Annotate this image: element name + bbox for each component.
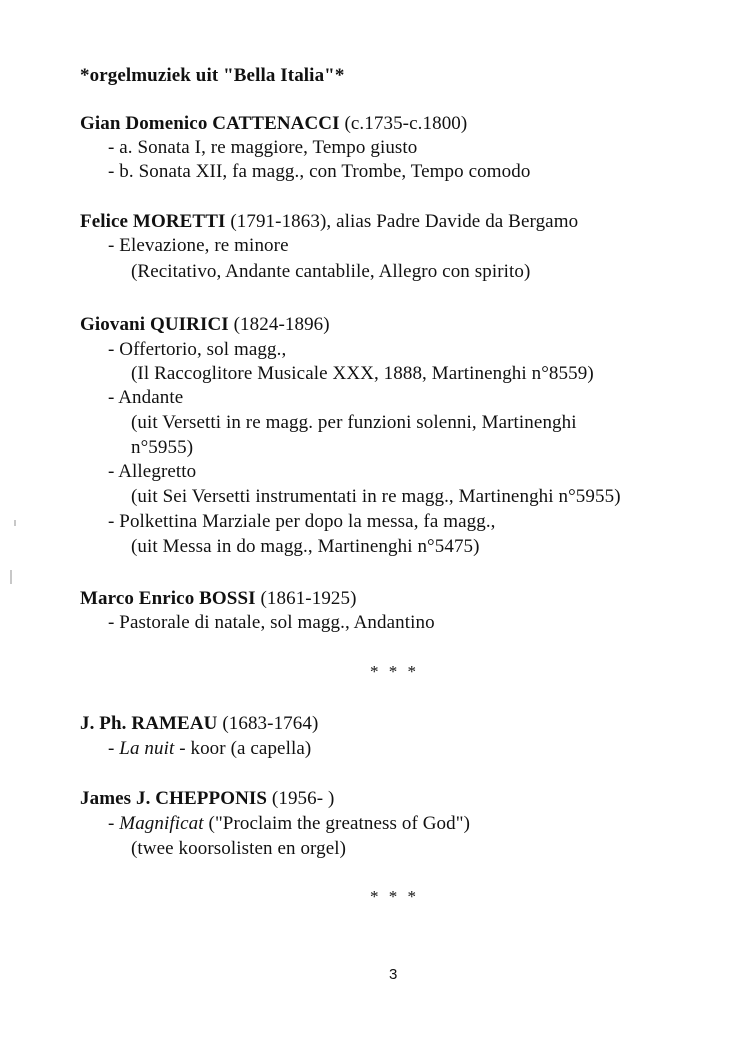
composer-heading xyxy=(80,313,330,337)
work-note: (Recitativo, Andante cantablile, Allegro con spirito) xyxy=(131,261,531,282)
page-number: 3 xyxy=(389,966,398,983)
work-dash: - xyxy=(108,738,120,759)
composer-name: Felice MORETTI xyxy=(80,211,226,232)
composer-heading xyxy=(80,712,318,736)
composer-dates: (c.1735-c.1800) xyxy=(339,113,468,134)
composer-name: Giovani QUIRICI xyxy=(80,314,229,335)
scan-mark xyxy=(10,570,12,584)
composer-name: Gian Domenico CATTENACCI xyxy=(80,113,340,134)
work-detail: ("Proclaim the greatness of God") xyxy=(203,813,471,834)
composer-dates: (1861-1925) xyxy=(255,588,357,609)
work-item xyxy=(108,737,311,761)
composer-dates: (1956- ) xyxy=(267,788,335,809)
work-item: - Polkettina Marziale per dopo la messa, fa magg., xyxy=(108,511,496,532)
composer-heading xyxy=(80,210,578,234)
work-note: (twee koorsolisten en orgel) xyxy=(131,838,347,859)
work-title: Magnificat xyxy=(119,813,204,834)
work-note: (Il Raccoglitore Musicale XXX, 1888, Martinenghi n°8559) xyxy=(131,363,594,384)
work-item xyxy=(108,812,470,836)
work-note: (uit Sei Versetti instrumentati in re magg., Martinenghi n°5955) xyxy=(131,486,621,507)
composer-name: Marco Enrico BOSSI xyxy=(80,588,256,609)
work-dash: - xyxy=(108,813,120,834)
work-note: (uit Versetti in re magg. per funzioni solenni, Martinenghi xyxy=(131,412,577,433)
composer-dates: (1824-1896) xyxy=(228,314,330,335)
composer-name: James J. CHEPPONIS xyxy=(80,788,268,809)
scan-mark xyxy=(14,520,16,526)
composer-name: J. Ph. RAMEAU xyxy=(80,713,218,734)
work-note: n°5955) xyxy=(131,437,194,458)
composer-heading xyxy=(80,787,334,811)
work-note: (uit Messa in do magg., Martinenghi n°5475) xyxy=(131,536,480,557)
composer-dates: (1683-1764) xyxy=(217,713,319,734)
page-title: *orgelmuziek uit "Bella Italia"* xyxy=(80,65,345,86)
work-item: - b. Sonata XII, fa magg., con Trombe, Tempo comodo xyxy=(108,161,531,182)
composer-dates: (1791-1863), alias Padre Davide da Bergamo xyxy=(225,211,579,232)
work-item: - a. Sonata I, re maggiore, Tempo giusto xyxy=(108,137,418,158)
work-item: - Elevazione, re minore xyxy=(108,235,289,256)
composer-heading xyxy=(80,112,467,136)
work-detail: - koor (a capella) xyxy=(174,738,312,759)
section-separator: * * * xyxy=(370,662,419,681)
work-item: - Pastorale di natale, sol magg., Andantino xyxy=(108,612,435,633)
work-item: - Allegretto xyxy=(108,461,197,482)
work-title: La nuit xyxy=(119,738,175,759)
work-item: - Offertorio, sol magg., xyxy=(108,339,287,360)
work-item: - Andante xyxy=(108,387,184,408)
composer-heading xyxy=(80,587,357,611)
section-separator: * * * xyxy=(370,887,419,906)
